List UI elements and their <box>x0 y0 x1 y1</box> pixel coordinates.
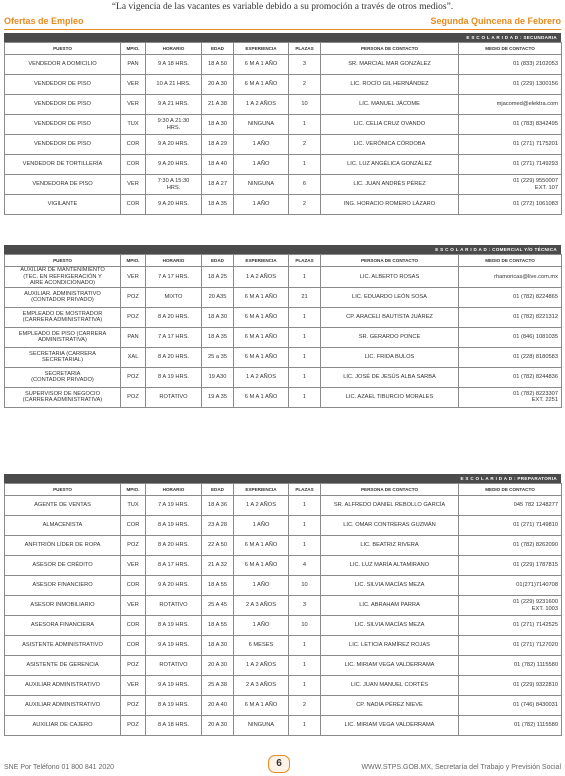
age-cell: 20 A 30 <box>202 656 234 676</box>
openings-cell: 1 <box>289 115 321 135</box>
age-cell: 25 A 38 <box>202 676 234 696</box>
experience-cell: NINGUNA <box>234 716 289 736</box>
contact-method-cell: rhamoricas@live.com.mx <box>459 267 562 288</box>
table-row <box>5 367 562 387</box>
section-title: Ofertas de Empleo <box>4 16 84 26</box>
age-cell: 18 A 40 <box>202 155 234 175</box>
position-cell: VIGILANTE <box>5 195 121 215</box>
table-row <box>5 155 562 175</box>
contact-method-cell: 01 (782) 8244836 <box>459 367 562 387</box>
experience-cell: 1 A 2 AÑOS <box>234 367 289 387</box>
column-header-age: EDAD <box>202 255 234 267</box>
position-cell: AUXILIAR. ADMINISTRATIVO (CONTADOR PRIVADO) <box>5 287 121 307</box>
openings-cell: 1 <box>289 636 321 656</box>
contact-person-cell: LIC. MANUEL JÁCOME <box>321 95 459 115</box>
openings-cell: 21 <box>289 287 321 307</box>
age-cell: 18 A 30 <box>202 115 234 135</box>
table-row <box>5 115 562 135</box>
column-header-position: PUESTO <box>5 255 121 267</box>
contact-person-cell: LIC. BEATRIZ RIVERA <box>321 536 459 556</box>
column-header-experience: EXPERIENCIA <box>234 484 289 496</box>
table-row <box>5 616 562 636</box>
schedule-cell: 8 A 19 HRS. <box>146 616 202 636</box>
municipality-cell: POZ <box>121 387 146 407</box>
municipality-cell: TUX <box>121 496 146 516</box>
schedule-cell: 8 A 20 HRS. <box>146 347 202 367</box>
contact-person-cell: LIC. MIRIAM VEGA VALDERRAMA <box>321 656 459 676</box>
position-cell: SUPERVISOR DE NEGOCIO (CARRERA ADMINISTRATIVA) <box>5 387 121 407</box>
table-row <box>5 75 562 95</box>
municipality-cell: VER <box>121 267 146 288</box>
contact-person-cell: LIC. FRIDA BULOS <box>321 347 459 367</box>
contact-method-cell: 01 (229) 9231600 EXT. 1003 <box>459 596 562 616</box>
column-header-openings: PLAZAS <box>289 43 321 55</box>
table-row <box>5 576 562 596</box>
schedule-cell: ROTATIVO <box>146 656 202 676</box>
contact-person-cell: LIC. JOSÉ DE JESÚS ALBA SARBA <box>321 367 459 387</box>
municipality-cell: VER <box>121 75 146 95</box>
experience-cell: 6 M A 1 AÑO <box>234 696 289 716</box>
education-level-band: E S C O L A R I D A D : SECUNDARIA <box>4 33 561 42</box>
column-header-openings: PLAZAS <box>289 484 321 496</box>
age-cell: 19 A30 <box>202 367 234 387</box>
experience-cell: 2 A 3 AÑOS <box>234 676 289 696</box>
openings-cell: 2 <box>289 696 321 716</box>
experience-cell: 1 AÑO <box>234 516 289 536</box>
column-header-age: EDAD <box>202 43 234 55</box>
municipality-cell: COR <box>121 155 146 175</box>
municipality-cell: PAN <box>121 55 146 75</box>
column-header-contact-person: PERSONA DE CONTACTO <box>321 484 459 496</box>
schedule-cell: 9 A 21 HRS. <box>146 95 202 115</box>
experience-cell: 6 M A 1 AÑO <box>234 287 289 307</box>
experience-cell: NINGUNA <box>234 115 289 135</box>
openings-cell: 1 <box>289 307 321 327</box>
table-row <box>5 135 562 155</box>
experience-cell: 6 M A 1 AÑO <box>234 347 289 367</box>
openings-cell: 1 <box>289 656 321 676</box>
openings-cell: 6 <box>289 175 321 195</box>
schedule-cell: 8 A 20 HRS. <box>146 307 202 327</box>
municipality-cell: XAL <box>121 347 146 367</box>
age-cell: 18 A 55 <box>202 576 234 596</box>
age-cell: 25 a 35 <box>202 347 234 367</box>
municipality-cell: POZ <box>121 656 146 676</box>
position-cell: SECRETARIA (CARRERA SECRETARIAL) <box>5 347 121 367</box>
contact-person-cell: LIC. ABRAHAM PARRA <box>321 596 459 616</box>
age-cell: 23 A 28 <box>202 516 234 536</box>
experience-cell: 1 A 2 AÑOS <box>234 95 289 115</box>
municipality-cell: VER <box>121 676 146 696</box>
municipality-cell: POZ <box>121 536 146 556</box>
openings-cell: 3 <box>289 55 321 75</box>
education-level-band: E S C O L A R I D A D : COMERCIAL Y/O TÉCNICA <box>4 245 561 254</box>
openings-cell: 1 <box>289 347 321 367</box>
municipality-cell: TUX <box>121 115 146 135</box>
table-header-row <box>5 43 562 55</box>
column-header-municipality: MPIO. <box>121 255 146 267</box>
schedule-cell: 7 A 17 HRS. <box>146 327 202 347</box>
schedule-cell: MIXTO <box>146 287 202 307</box>
age-cell: 20 A35 <box>202 287 234 307</box>
table-row <box>5 387 562 407</box>
openings-cell: 1 <box>289 327 321 347</box>
contact-person-cell: LIC. LUZ ANGÉLICA GONZÁLEZ <box>321 155 459 175</box>
schedule-cell: 8 A 19 HRS. <box>146 696 202 716</box>
column-header-municipality: MPIO. <box>121 484 146 496</box>
table-row <box>5 95 562 115</box>
contact-person-cell: LIC. VERÓNICA CÓRDOBA <box>321 135 459 155</box>
contact-method-cell: 01 (746) 8430031 <box>459 696 562 716</box>
schedule-cell: 9 A 20 HRS. <box>146 155 202 175</box>
contact-method-cell: 01 (833) 2102053 <box>459 55 562 75</box>
position-cell: AUXILIAR DE MANTENIMIENTO (TEC. EN REFRIGERACIÓN Y AIRE ACONDICIONADO) <box>5 267 121 288</box>
schedule-cell: 8 A 19 HRS. <box>146 516 202 536</box>
column-header-experience: EXPERIENCIA <box>234 255 289 267</box>
contact-person-cell: ING. HORACIO ROMERO LÁZARO <box>321 195 459 215</box>
vacancy-disclaimer: “La vigencia de las vacantes es variable debido a su promoción a través de otros medios”. <box>111 2 454 12</box>
contact-person-cell: LIC. SILVIA MACÍAS MEZA <box>321 576 459 596</box>
contact-person-cell: LIC. LUZ MARÍA ALTAMIRANO <box>321 556 459 576</box>
column-header-contact-method: MEDIO DE CONTACTO <box>459 43 562 55</box>
footer-phone: SNE Por Teléfono 01 800 841 2020 <box>4 764 115 771</box>
age-cell: 21 A 32 <box>202 556 234 576</box>
contact-method-cell: 01 (271) 7149810 <box>459 516 562 536</box>
schedule-cell: 8 A 17 HRS. <box>146 556 202 576</box>
contact-person-cell: LIC. ROCÍO GIL HERNÁNDEZ <box>321 75 459 95</box>
contact-method-cell: 045 782 1248277 <box>459 496 562 516</box>
column-header-schedule: HORARIO <box>146 484 202 496</box>
position-cell: VENDEDORA DE PISO <box>5 175 121 195</box>
column-header-contact-method: MEDIO DE CONTACTO <box>459 484 562 496</box>
contact-person-cell: LIC. EDUARDO LEÓN SOSA <box>321 287 459 307</box>
municipality-cell: VER <box>121 95 146 115</box>
municipality-cell: COR <box>121 195 146 215</box>
contact-method-cell: 01 (271) 7142525 <box>459 616 562 636</box>
openings-cell: 1 <box>289 387 321 407</box>
table-row <box>5 195 562 215</box>
openings-cell: 10 <box>289 576 321 596</box>
position-cell: AGENTE DE VENTAS <box>5 496 121 516</box>
contact-method-cell: 01 (782) 8221312 <box>459 307 562 327</box>
position-cell: EMPLEADO DE MOSTRADOR (CARRERA ADMINISTRATIVA) <box>5 307 121 327</box>
table-row <box>5 287 562 307</box>
municipality-cell: VER <box>121 175 146 195</box>
contact-method-cell: 01 (272) 1061083 <box>459 195 562 215</box>
experience-cell: 1 AÑO <box>234 616 289 636</box>
openings-cell: 1 <box>289 676 321 696</box>
schedule-cell: 8 A 20 HRS. <box>146 536 202 556</box>
table-row <box>5 676 562 696</box>
header-divider <box>4 29 561 30</box>
experience-cell: 6 M A 1 AÑO <box>234 75 289 95</box>
schedule-cell: 9 A 20 HRS. <box>146 135 202 155</box>
vacancies-table <box>4 483 562 736</box>
experience-cell: 6 M A 1 AÑO <box>234 387 289 407</box>
openings-cell: 4 <box>289 556 321 576</box>
contact-person-cell: LIC. MIRIAM VEGA VALDERRAMA <box>321 716 459 736</box>
table-row <box>5 536 562 556</box>
experience-cell: 1 A 2 AÑOS <box>234 496 289 516</box>
column-header-contact-person: PERSONA DE CONTACTO <box>321 255 459 267</box>
openings-cell: 1 <box>289 536 321 556</box>
contact-person-cell: CP. NADIA PÉREZ NIEVE <box>321 696 459 716</box>
table-row <box>5 347 562 367</box>
contact-method-cell: 01 (782) 1115580 <box>459 716 562 736</box>
age-cell: 20 A 30 <box>202 75 234 95</box>
position-cell: ASESOR INMOBILIARIO <box>5 596 121 616</box>
table-row <box>5 327 562 347</box>
position-cell: VENDEDOR DE PISO <box>5 95 121 115</box>
contact-method-cell: 01 (229) 1300156 <box>459 75 562 95</box>
position-cell: VENDEDOR DE PISO <box>5 135 121 155</box>
openings-cell: 1 <box>289 516 321 536</box>
table-secundaria <box>4 33 561 215</box>
table-row <box>5 656 562 676</box>
contact-person-cell: LIC. JUAN MANUEL CORTÉS <box>321 676 459 696</box>
municipality-cell: COR <box>121 616 146 636</box>
age-cell: 21 A 38 <box>202 95 234 115</box>
vacancies-table <box>4 42 562 215</box>
schedule-cell: 8 A 18 HRS. <box>146 716 202 736</box>
column-header-contact-method: MEDIO DE CONTACTO <box>459 255 562 267</box>
schedule-cell: 9 A 18 HRS. <box>146 55 202 75</box>
experience-cell: 6 M A 1 AÑO <box>234 556 289 576</box>
table-row <box>5 516 562 536</box>
experience-cell: 6 MESES <box>234 636 289 656</box>
contact-method-cell: 01 (782) 8262090 <box>459 536 562 556</box>
contact-method-cell: 01 (782) 8223307 EXT. 2251 <box>459 387 562 407</box>
table-header-row <box>5 255 562 267</box>
age-cell: 18 A 35 <box>202 195 234 215</box>
contact-person-cell: LIC. AZAEL TIBURCIO MORALES <box>321 387 459 407</box>
schedule-cell: 9 A 19 HRS. <box>146 636 202 656</box>
contact-method-cell: 01 (229) 9550007 EXT. 107 <box>459 175 562 195</box>
table-row <box>5 716 562 736</box>
table-header-row <box>5 484 562 496</box>
age-cell: 20 A 30 <box>202 716 234 736</box>
contact-person-cell: LIC. JUAN ANDRÉS PÉREZ <box>321 175 459 195</box>
contact-method-cell: 01 (229) 9322810 <box>459 676 562 696</box>
contact-method-cell: 01(271)7140708 <box>459 576 562 596</box>
municipality-cell: VER <box>121 556 146 576</box>
age-cell: 18 A 36 <box>202 496 234 516</box>
municipality-cell: POZ <box>121 307 146 327</box>
position-cell: SECRETARIA (CONTADOR PRIVADO) <box>5 367 121 387</box>
column-header-openings: PLAZAS <box>289 255 321 267</box>
footer-website: WWW.STPS.GOB.MX, Secretaría del Trabajo y Previsión Social <box>361 764 561 771</box>
schedule-cell: 7 A 19 HRS. <box>146 496 202 516</box>
age-cell: 19 A 35 <box>202 387 234 407</box>
experience-cell: 6 M A 1 AÑO <box>234 327 289 347</box>
municipality-cell: POZ <box>121 696 146 716</box>
age-cell: 20 A 40 <box>202 696 234 716</box>
vacancies-table <box>4 254 562 408</box>
municipality-cell: POZ <box>121 716 146 736</box>
position-cell: AUXILIAR ADMINISTRATIVO <box>5 676 121 696</box>
contact-person-cell: SR. MARCIAL MAR GONZÁLEZ <box>321 55 459 75</box>
openings-cell: 3 <box>289 596 321 616</box>
table-row <box>5 696 562 716</box>
age-cell: 18 A 29 <box>202 135 234 155</box>
openings-cell: 10 <box>289 616 321 636</box>
experience-cell: NINGUNA <box>234 175 289 195</box>
table-row <box>5 496 562 516</box>
column-header-age: EDAD <box>202 484 234 496</box>
contact-method-cell: 01 (782) 1115580 <box>459 656 562 676</box>
schedule-cell: 7:30 A 15:30 HRS. <box>146 175 202 195</box>
experience-cell: 1 AÑO <box>234 155 289 175</box>
contact-method-cell: 01 (782) 8224865 <box>459 287 562 307</box>
column-header-schedule: HORARIO <box>146 43 202 55</box>
experience-cell: 6 M A 1 AÑO <box>234 536 289 556</box>
position-cell: ANFITRIÓN LÍDER DE ROPA <box>5 536 121 556</box>
schedule-cell: 9:30 A 21:30 HRS. <box>146 115 202 135</box>
openings-cell: 1 <box>289 367 321 387</box>
age-cell: 18 A 27 <box>202 175 234 195</box>
municipality-cell: COR <box>121 135 146 155</box>
contact-method-cell: 01 (229) 1787815 <box>459 556 562 576</box>
age-cell: 25 A 45 <box>202 596 234 616</box>
table-row <box>5 556 562 576</box>
age-cell: 18 A 25 <box>202 267 234 288</box>
position-cell: AUXILIAR ADMINISTRATIVO <box>5 696 121 716</box>
schedule-cell: 10 A 21 HRS. <box>146 75 202 95</box>
table-row <box>5 55 562 75</box>
age-cell: 18 A 55 <box>202 616 234 636</box>
position-cell: ALMACENISTA <box>5 516 121 536</box>
position-cell: ASISTENTE DE GERENCIA <box>5 656 121 676</box>
municipality-cell: COR <box>121 576 146 596</box>
education-level-band: E S C O L A R I D A D : PREPARATORIA <box>4 474 561 483</box>
municipality-cell: COR <box>121 636 146 656</box>
position-cell: EMPLEADO DE PISO (CARRERA ADMINISTRATIVA) <box>5 327 121 347</box>
age-cell: 18 A 50 <box>202 55 234 75</box>
contact-method-cell: 01 (271) 7175201 <box>459 135 562 155</box>
municipality-cell: VER <box>121 596 146 616</box>
municipality-cell: COR <box>121 516 146 536</box>
table-row <box>5 596 562 616</box>
position-cell: VENDEDOR DE TORTILLERÍA <box>5 155 121 175</box>
table-row <box>5 307 562 327</box>
position-cell: VENDEDOR DE PISO <box>5 115 121 135</box>
age-cell: 22 A 50 <box>202 536 234 556</box>
experience-cell: 1 AÑO <box>234 195 289 215</box>
openings-cell: 2 <box>289 75 321 95</box>
schedule-cell: 7 A 17 HRS. <box>146 267 202 288</box>
contact-person-cell: LIC. OMAR CONTRERAS GUZMÁN <box>321 516 459 536</box>
experience-cell: 1 AÑO <box>234 135 289 155</box>
table-preparatoria <box>4 474 561 736</box>
experience-cell: 6 M A 1 AÑO <box>234 55 289 75</box>
column-header-position: PUESTO <box>5 484 121 496</box>
table-row <box>5 267 562 288</box>
schedule-cell: 8 A 19 HRS. <box>146 367 202 387</box>
openings-cell: 2 <box>289 135 321 155</box>
contact-person-cell: LIC. ALBERTO ROSAS <box>321 267 459 288</box>
column-header-position: PUESTO <box>5 43 121 55</box>
municipality-cell: POZ <box>121 367 146 387</box>
experience-cell: 1 AÑO <box>234 576 289 596</box>
experience-cell: 1 A 2 AÑOS <box>234 267 289 288</box>
column-header-schedule: HORARIO <box>146 255 202 267</box>
contact-method-cell: 01 (271) 7127020 <box>459 636 562 656</box>
experience-cell: 6 M A 1 AÑO <box>234 307 289 327</box>
period-title: Segunda Quincena de Febrero <box>430 16 561 26</box>
schedule-cell: 9 A 20 HRS. <box>146 576 202 596</box>
contact-person-cell: LIC. CELIA CRUZ OVANDO <box>321 115 459 135</box>
table-row <box>5 175 562 195</box>
openings-cell: 1 <box>289 496 321 516</box>
openings-cell: 1 <box>289 267 321 288</box>
position-cell: ASESORA FINANCIERA <box>5 616 121 636</box>
column-header-municipality: MPIO. <box>121 43 146 55</box>
page-number: 6 <box>268 755 290 773</box>
position-cell: VENDEDOR A DOMICILIO <box>5 55 121 75</box>
contact-person-cell: SR. ALFREDO DANIEL REBOLLO GARCÍA <box>321 496 459 516</box>
municipality-cell: POZ <box>121 287 146 307</box>
experience-cell: 2 A 3 AÑOS <box>234 596 289 616</box>
experience-cell: 1 A 2 AÑOS <box>234 656 289 676</box>
contact-method-cell: 01 (783) 8342495 <box>459 115 562 135</box>
position-cell: ASESOR DE CRÉDITO <box>5 556 121 576</box>
column-header-experience: EXPERIENCIA <box>234 43 289 55</box>
position-cell: VENDEDOR DE PISO <box>5 75 121 95</box>
schedule-cell: 9 A 19 HRS. <box>146 676 202 696</box>
contact-method-cell: 01 (271) 7149293 <box>459 155 562 175</box>
contact-person-cell: SR. GERARDO PONCE <box>321 327 459 347</box>
schedule-cell: ROTATIVO <box>146 387 202 407</box>
contact-method-cell: 01 (228) 8180583 <box>459 347 562 367</box>
age-cell: 18 A 30 <box>202 636 234 656</box>
openings-cell: 1 <box>289 716 321 736</box>
contact-person-cell: CP. ARACELI BAUTISTA JUÁREZ <box>321 307 459 327</box>
schedule-cell: ROTATIVO <box>146 596 202 616</box>
openings-cell: 2 <box>289 195 321 215</box>
position-cell: ASESOR FINANCIERO <box>5 576 121 596</box>
position-cell: AUXILIAR DE CAJERO <box>5 716 121 736</box>
openings-cell: 10 <box>289 95 321 115</box>
contact-person-cell: LIC. LETICIA RAMÍREZ ROJAS <box>321 636 459 656</box>
position-cell: ASISTENTE ADMINISTRATIVO <box>5 636 121 656</box>
contact-person-cell: LIC. SILVIA MACÍAS MEZA <box>321 616 459 636</box>
age-cell: 18 A 35 <box>202 327 234 347</box>
contact-method-cell: mjacomed@elektra.com <box>459 95 562 115</box>
table-comercial-tecnica <box>4 245 561 408</box>
age-cell: 18 A 30 <box>202 307 234 327</box>
column-header-contact-person: PERSONA DE CONTACTO <box>321 43 459 55</box>
schedule-cell: 9 A 20 HRS. <box>146 195 202 215</box>
table-row <box>5 636 562 656</box>
municipality-cell: PAN <box>121 327 146 347</box>
contact-method-cell: 01 (846) 1081035 <box>459 327 562 347</box>
openings-cell: 1 <box>289 155 321 175</box>
